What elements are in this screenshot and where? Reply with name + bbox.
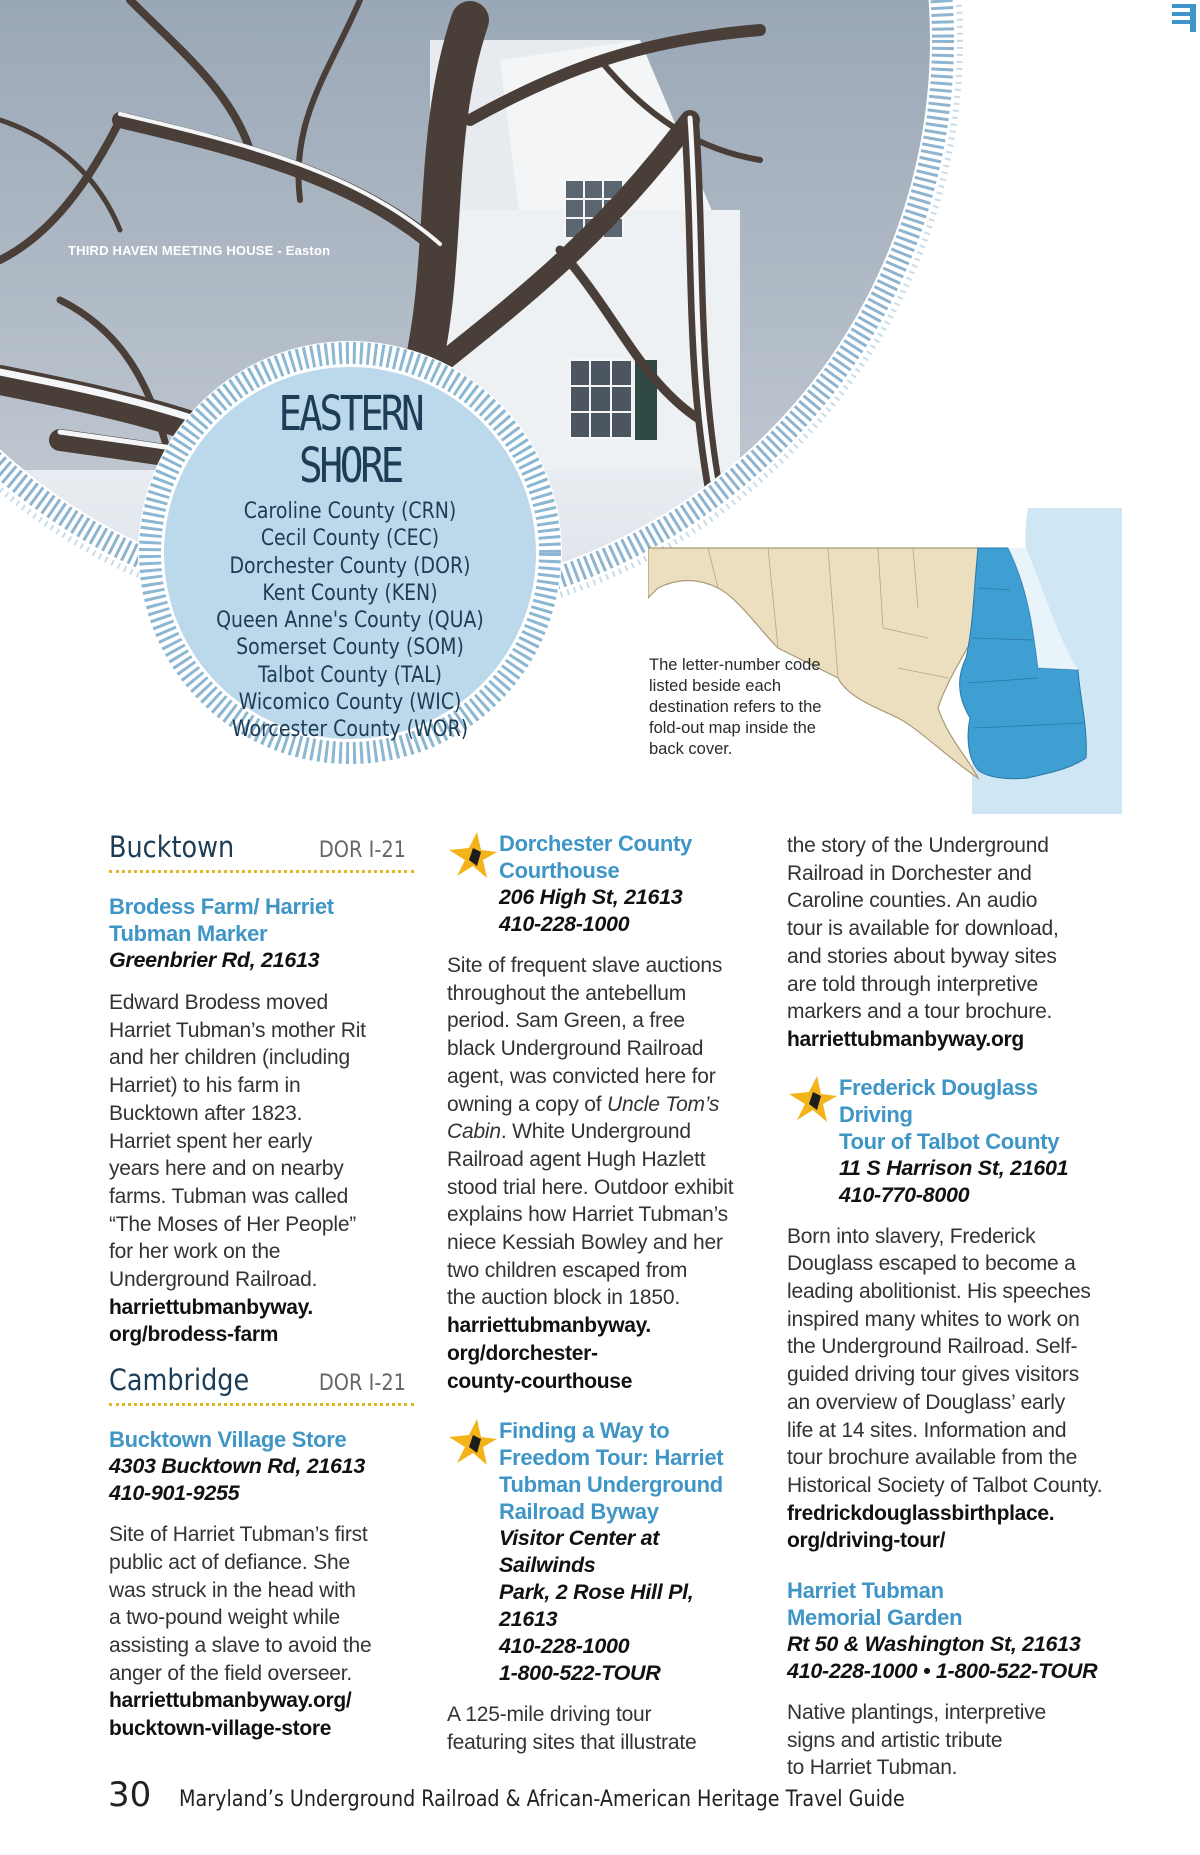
county-item: Kent County (KEN) (262, 580, 438, 606)
entry-title: Dorchester County (499, 831, 692, 856)
body-line: the auction block in 1850. (447, 1286, 680, 1310)
map-code: DOR I-21 (318, 1371, 406, 1397)
entry-address: Visitor Center at Sailwinds (499, 1526, 660, 1578)
body-text: . White Underground (500, 1120, 691, 1144)
body-line: years here and on nearby (109, 1157, 344, 1181)
body-line: an overview of Douglass’ early (787, 1390, 1066, 1414)
body-line: Native plantings, interpretive (787, 1701, 1046, 1725)
entry-title: Freedom Tour: Harriet (499, 1445, 724, 1471)
website-link[interactable]: org/dorchester- (447, 1341, 598, 1365)
entry-description (447, 952, 757, 1312)
website-link[interactable]: bucktown-village-store (109, 1717, 332, 1741)
website-link[interactable]: harriettubmanbyway.org (787, 1027, 1024, 1051)
star-icon (787, 1074, 837, 1124)
column-1 (109, 830, 414, 1743)
entry-address: Rt 50 & Washington St, 21613 (787, 1632, 1081, 1657)
entry-description (447, 1701, 757, 1756)
body-line: Edward Brodess moved (109, 991, 328, 1014)
entry-title: Finding a Way to (499, 1418, 670, 1444)
book-title: Cabin (447, 1120, 501, 1144)
map-legend-note: The letter-number code listed beside each destination refers to the fold-out map inside the back cover. (649, 656, 822, 758)
website-link[interactable]: harriettubmanbyway. (109, 1295, 313, 1319)
entry-title: Railroad Byway (499, 1499, 659, 1525)
body-line: black Underground Railroad (447, 1037, 704, 1061)
body-line: are told through interpretive (787, 972, 1039, 996)
entry-freedom-tour (447, 1417, 757, 1687)
guide-title: Maryland’s Underground Railroad & African-American Heritage Travel Guide (179, 1787, 906, 1812)
body-line: Douglass escaped to become a (787, 1252, 1076, 1276)
body-line: public act of defiance. She (109, 1550, 350, 1574)
page-number: 30 (108, 1775, 152, 1815)
entry-description (787, 1223, 1112, 1500)
body-line: throughout the antebellum (447, 981, 687, 1005)
city-name: Bucktown (109, 830, 235, 864)
entry-courthouse (447, 830, 757, 938)
website-link[interactable]: fredrickdouglassbirthplace. (787, 1501, 1055, 1525)
entry-title: Brodess Farm/ Harriet (109, 894, 334, 919)
body-line: assisting a slave to avoid the (109, 1633, 372, 1657)
body-line: guided driving tour gives visitors (787, 1363, 1080, 1387)
county-item: Caroline County (CRN) (243, 499, 457, 524)
entry-title: Tour of Talbot County (839, 1128, 1060, 1154)
body-line: Historical Society of Talbot County. (787, 1473, 1103, 1497)
body-line: markers and a tour brochure. (787, 1000, 1053, 1024)
entry-address: 4303 Bucktown Rd, 21613 (109, 1454, 365, 1479)
county-item: Cecil County (CEC) (260, 526, 440, 552)
body-line: two children escaped from (447, 1258, 688, 1282)
city-heading-bucktown (109, 830, 414, 873)
county-item: Somerset County (SOM) (236, 635, 464, 661)
website-link[interactable]: org/brodess-farm (109, 1323, 279, 1347)
body-line: Harriet) to his farm in (109, 1074, 301, 1098)
body-line: “The Moses of Her People” (109, 1212, 357, 1236)
section-tab-icon (1170, 0, 1200, 32)
region-panel (160, 388, 540, 744)
county-list (160, 498, 540, 744)
star-icon (447, 1417, 497, 1467)
entry-phone: 410-228-1000 (499, 912, 630, 936)
website-link[interactable]: org/driving-tour/ (787, 1529, 946, 1553)
entry-description (109, 989, 414, 1294)
body-text: owning a copy of (447, 1092, 608, 1116)
body-line: tour brochure available from the (787, 1446, 1078, 1470)
body-line: Underground Railroad. (109, 1268, 318, 1292)
region-title-line2: SHORE (298, 438, 402, 494)
star-icon (447, 830, 497, 880)
body-line: and stories about byway sites (787, 944, 1057, 968)
body-line: inspired many whites to work on (787, 1307, 1080, 1331)
entry-title: Bucktown Village Store (109, 1427, 347, 1453)
entry-title: Memorial Garden (787, 1605, 963, 1631)
body-line: to Harriet Tubman. (787, 1756, 958, 1780)
entry-phone: 410-228-1000 (499, 1634, 630, 1659)
body-line: a two-pound weight while (109, 1606, 341, 1630)
body-line: life at 14 sites. Information and (787, 1418, 1067, 1442)
county-item: Queen Anne's County (QUA) (216, 608, 484, 634)
map-code: DOR I-21 (318, 838, 406, 863)
city-heading-cambridge (109, 1363, 414, 1406)
body-line: tour is available for download, (787, 917, 1059, 941)
body-line (447, 1118, 757, 1146)
region-title-line1: EASTERN (278, 386, 422, 442)
body-line: Harriet Tubman’s mother Rit (109, 1018, 366, 1042)
body-line: the Underground Railroad. Self- (787, 1335, 1078, 1359)
body-line: signs and artistic tribute (787, 1728, 1003, 1752)
website-link[interactable]: county-courthouse (447, 1369, 633, 1393)
body-line: leading abolitionist. His speeches (787, 1280, 1091, 1304)
body-line: Site of frequent slave auctions (447, 954, 723, 977)
body-line: the story of the Underground (787, 834, 1049, 857)
entry-description (787, 1699, 1112, 1782)
entry-address: Greenbrier Rd, 21613 (109, 948, 320, 972)
entry-title: Tubman Underground (499, 1472, 723, 1498)
county-item: Dorchester County (DOR) (229, 553, 471, 579)
entry-title: Courthouse (499, 858, 620, 883)
entry-title: Tubman Marker (109, 921, 268, 946)
body-line: Harriet spent her early (109, 1129, 313, 1153)
entry-douglass-tour (787, 1074, 1112, 1209)
body-line: stood trial here. Outdoor exhibit (447, 1175, 734, 1199)
column-2 (447, 830, 757, 1757)
body-line: Bucktown after 1823. (109, 1101, 303, 1125)
page-footer (108, 1775, 1014, 1815)
entry-phone: 410-901-9255 (109, 1481, 240, 1506)
body-line (447, 1091, 757, 1119)
photo-caption: THIRD HAVEN MEETING HOUSE - Easton (68, 243, 331, 258)
body-line: was struck in the head with (109, 1578, 356, 1602)
entry-description (109, 1521, 414, 1687)
body-line: period. Sam Green, a free (447, 1009, 685, 1033)
body-line: explains how Harriet Tubman’s (447, 1203, 728, 1227)
body-line: Railroad agent Hugh Hazlett (447, 1147, 706, 1171)
book-title: Uncle Tom’s (607, 1092, 720, 1116)
window-lower (570, 360, 632, 438)
body-line: Caroline counties. An audio (787, 889, 1038, 913)
entry-title: Harriet Tubman (787, 1578, 944, 1604)
entry-phone: 410-228-1000 • 1-800-522-TOUR (787, 1659, 1098, 1684)
entry-address: 206 High St, 21613 (499, 885, 683, 909)
body-line: agent, was convicted here for (447, 1064, 716, 1088)
entry-phone: 1-800-522-TOUR (499, 1661, 661, 1686)
website-link[interactable]: harriettubmanbyway.org/ (109, 1689, 352, 1713)
entry-phone: 410-770-8000 (839, 1182, 970, 1207)
body-line: farms. Tubman was called (109, 1184, 349, 1208)
body-line: Born into slavery, Frederick (787, 1224, 1036, 1248)
website-link[interactable]: harriettubmanbyway. (447, 1314, 651, 1338)
body-line: and her children (including (109, 1046, 350, 1070)
body-line: A 125-mile driving tour (447, 1703, 652, 1727)
entry-address: 11 S Harrison St, 21601 (839, 1155, 1069, 1180)
body-line: featuring sites that illustrate (447, 1730, 697, 1754)
body-line: for her work on the (109, 1240, 281, 1264)
county-item: Wicomico County (WIC) (238, 690, 462, 716)
body-line: Railroad in Dorchester and (787, 861, 1032, 885)
entry-description-continued (787, 832, 1112, 1026)
entry-address: Park, 2 Rose Hill Pl, 21613 (499, 1580, 694, 1632)
entry-title: Frederick Douglass Driving (839, 1074, 1038, 1127)
county-item: Worcester County (WOR) (231, 717, 469, 743)
body-line: anger of the field overseer. (109, 1661, 353, 1685)
city-name: Cambridge (109, 1363, 250, 1398)
body-line: niece Kessiah Bowley and her (447, 1231, 723, 1255)
body-line: Site of Harriet Tubman’s first (109, 1523, 368, 1547)
county-item: Talbot County (TAL) (257, 662, 443, 688)
column-3 (787, 832, 1112, 1782)
